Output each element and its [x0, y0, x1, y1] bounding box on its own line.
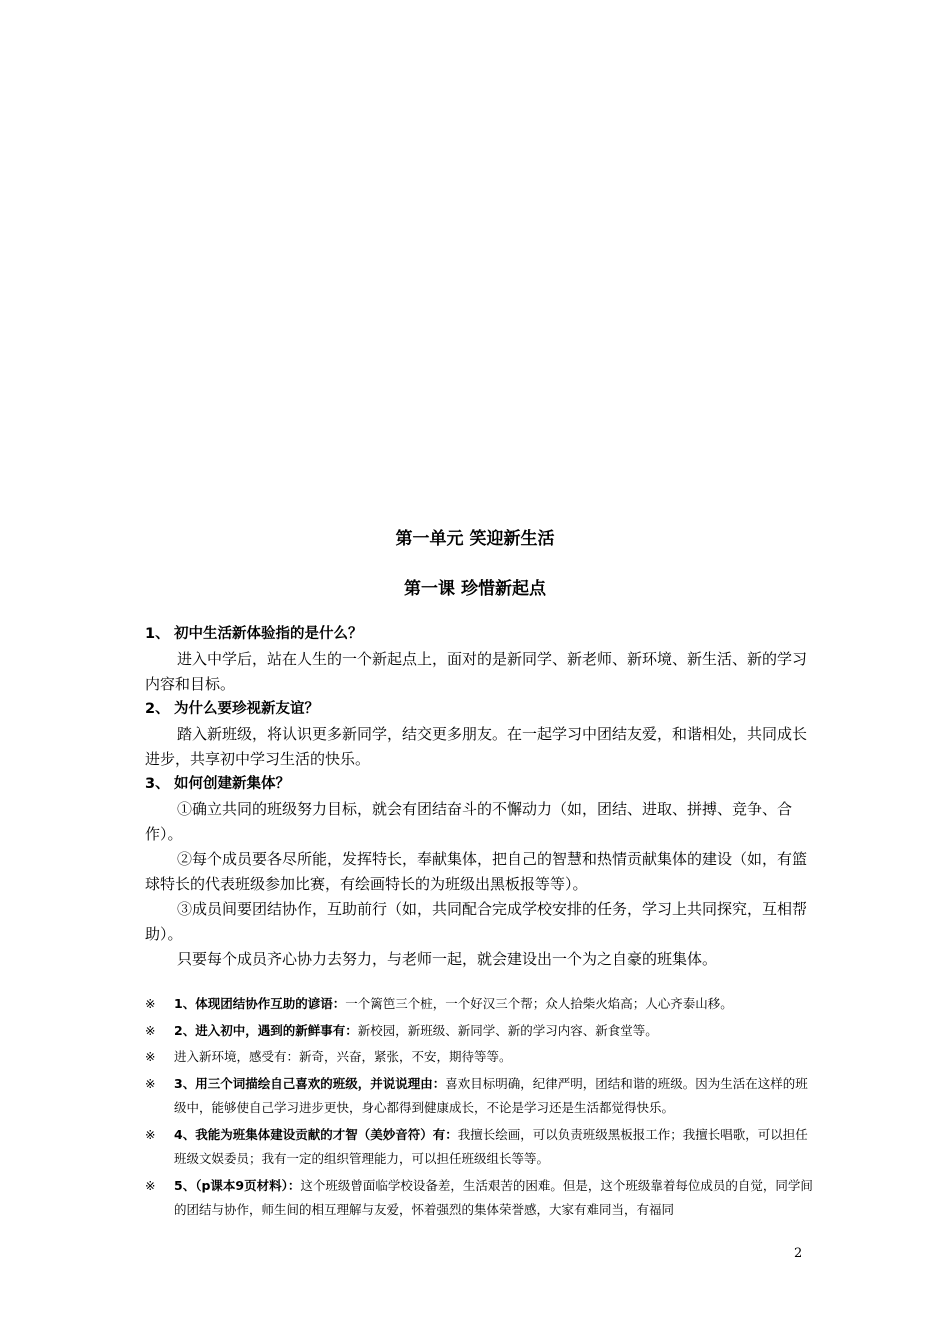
note-heading: 3、用三个词描绘自己喜欢的班级，并说说理由： — [174, 1075, 446, 1091]
answer-paragraph: ①确立共同的班级努力目标，就会有团结奋斗的不懈动力（如，团结、进取、拼搏、竞争、合作）。 — [145, 800, 793, 843]
note-item — [145, 1072, 813, 1121]
section-question — [145, 697, 813, 722]
note-text: 我擅长绘画，可以负责班级黑板报工作；我擅长唱歌，可以担任班级文娱委员；我有一定的组织管理能力，可以担任班级组长等等。 — [174, 1126, 808, 1166]
reference-mark: ※ — [145, 996, 156, 1011]
reference-mark: ※ — [145, 1022, 156, 1038]
note-heading: 1、体现团结协作互助的谚语： — [174, 996, 346, 1011]
answer-paragraph: 踏入新班级，将认识更多新同学，结交更多朋友。在一起学习中团结友爱，和谐相处，共同成长进步，共享初中学习生活的快乐。 — [145, 725, 808, 768]
question-number: 2、 — [145, 701, 170, 717]
note-item — [145, 1045, 813, 1070]
note-text: 这个班级曾面临学校设备差，生活艰苦的困难。但是，这个班级靠着每位成员的自觉，同学间的团结与协作，师生间的相互理解与友爱，怀着强烈的集体荣誉感，大家有难同当，有福同 — [174, 1177, 813, 1217]
note-text: 一个篱笆三个桩，一个好汉三个帮；众人拾柴火焰高；人心齐泰山移。 — [345, 996, 733, 1011]
section-question — [145, 772, 813, 797]
question-number: 3、 — [145, 776, 170, 792]
note-text: 新校园，新班级、新同学、新的学习内容、新食堂等。 — [357, 1022, 658, 1038]
note-heading: 5、（p课本9页材料）： — [174, 1177, 301, 1193]
question-number: 1、 — [145, 626, 170, 642]
unit-title: 第一单元 笑迎新生活 — [395, 529, 555, 549]
question-text: 为什么要珍视新友谊？ — [174, 701, 319, 717]
reference-mark: ※ — [145, 1075, 156, 1091]
note-text: 喜欢目标明确，纪律严明，团结和谐的班级。因为生活在这样的班级中，能够使自己学习进步更快，身心都得到健康成长，不论是学习还是生活都觉得快乐。 — [174, 1075, 808, 1115]
answer-paragraph: 进入中学后，站在人生的一个新起点上，面对的是新同学、新老师、新环境、新生活、新的学习内容和目标。 — [145, 650, 808, 693]
answer-paragraph: ②每个成员要各尽所能，发挥特长，奉献集体，把自己的智慧和热情贡献集体的建设（如，有篮球特长的代表班级参加比赛，有绘画特长的为班级出黑板报等等）。 — [145, 850, 808, 893]
note-text: 进入新环境，感受有：新奇，兴奋，紧张，不安，期待等等。 — [174, 1049, 512, 1064]
question-text: 初中生活新体验指的是什么？ — [174, 626, 363, 642]
note-heading: 2、进入初中，遇到的新鲜事有： — [174, 1022, 358, 1038]
lesson-title: 第一课 珍惜新起点 — [404, 579, 546, 599]
answer-paragraph: 只要每个成员齐心协力去努力，与老师一起，就会建设出一个为之自豪的班集体。 — [177, 950, 718, 968]
reference-mark: ※ — [145, 1126, 156, 1142]
answer-paragraph: ③成员间要团结协作，互助前行（如，共同配合完成学校安排的任务，学习上共同探究，互相帮助）。 — [145, 900, 808, 943]
note-item — [145, 1019, 813, 1044]
notes-list — [145, 992, 813, 1225]
page-number: 2 — [794, 1246, 803, 1261]
note-item — [145, 1174, 813, 1223]
section-question — [145, 622, 813, 647]
note-item — [145, 992, 813, 1017]
note-item — [145, 1123, 813, 1172]
reference-mark: ※ — [145, 1177, 156, 1193]
document-body — [145, 622, 813, 972]
question-text: 如何创建新集体？ — [174, 776, 290, 792]
reference-mark: ※ — [145, 1049, 156, 1064]
note-heading: 4、我能为班集体建设贡献的才智（美妙音符）有： — [174, 1126, 458, 1142]
